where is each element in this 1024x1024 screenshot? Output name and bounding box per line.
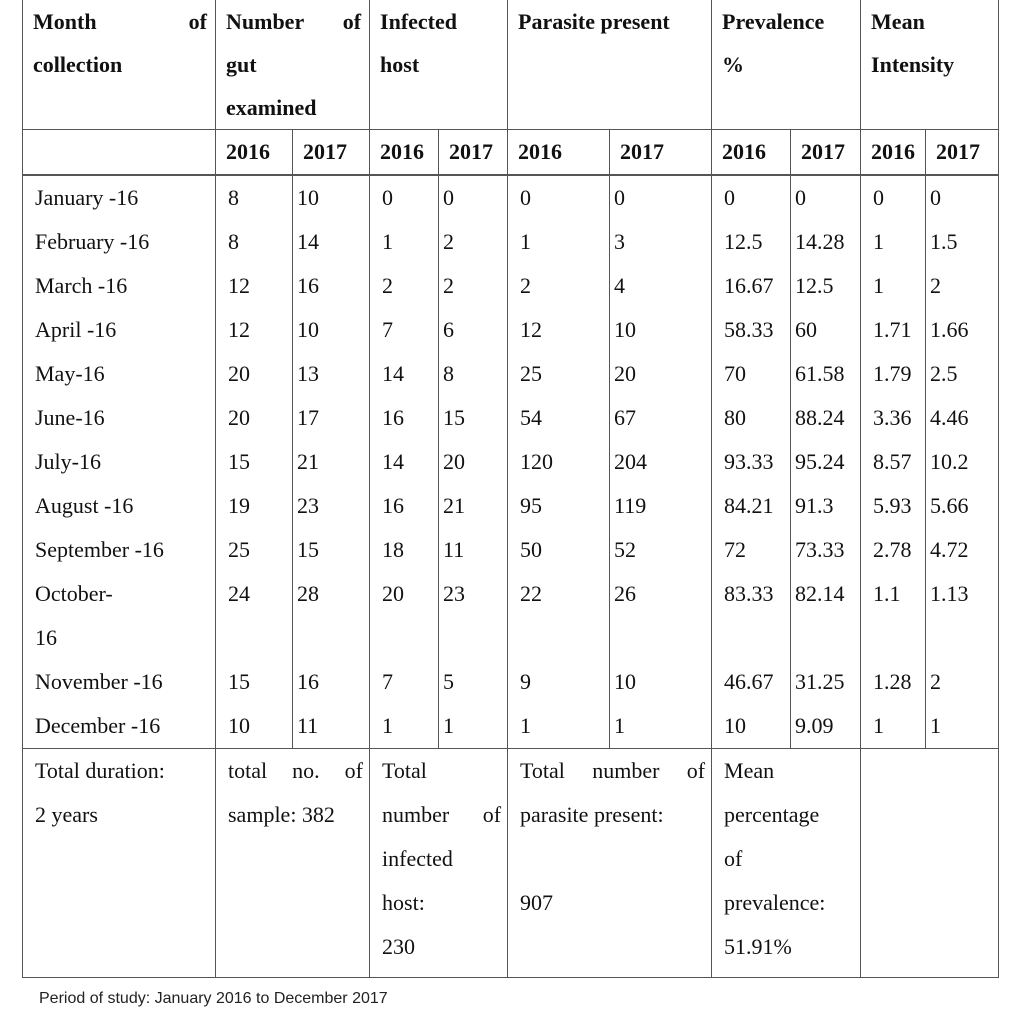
total-infected-label-4: host: [382,890,425,915]
value-cell: 1 [370,220,439,264]
table-row [23,528,999,572]
value-cell: 17 [293,396,370,440]
value-cell: 1.28 [861,660,926,704]
value-cell: 0 [926,175,999,220]
value-cell: 60 [791,308,861,352]
header-intensity-word: Intensity [871,52,955,77]
table-row [23,440,999,484]
value-cell: 7 [370,660,439,704]
value-cell: 10 [610,308,712,352]
value-cell: 12 [508,308,610,352]
value-cell: 20 [216,396,293,440]
value-cell: 10 [216,704,293,749]
value-cell: 95 [508,484,610,528]
value-cell: 15 [216,440,293,484]
value-cell: 5.66 [926,484,999,528]
month-cell: December -16 [23,704,216,749]
value-cell: 1 [926,704,999,749]
value-cell: 0 [712,175,791,220]
value-cell: 2 [370,264,439,308]
header-gut-examined [216,0,370,130]
header-host-word: host [380,52,420,77]
value-cell: 11 [439,528,508,572]
header-month-word: Month [33,9,97,34]
month-cell: September -16 [23,528,216,572]
value-cell: 1 [439,704,508,749]
value-cell: 82.14 [791,572,861,660]
value-cell: 0 [508,175,610,220]
month-cell: March -16 [23,264,216,308]
year-header-cell: 2017 [293,130,370,176]
value-cell: 204 [610,440,712,484]
total-samples-cell [216,749,370,978]
value-cell: 2 [926,660,999,704]
value-cell: 20 [216,352,293,396]
value-cell: 8 [216,175,293,220]
header-gut-word: gut [226,52,257,77]
total-parasite-spacer [520,837,705,881]
value-cell: 20 [439,440,508,484]
header-parasite-present [508,0,712,130]
header-month [23,0,216,130]
monthly-data-body [23,175,999,749]
value-cell: 22 [508,572,610,660]
value-cell: 0 [439,175,508,220]
total-infected-label-2: number of [382,802,502,827]
value-cell: 46.67 [712,660,791,704]
value-cell: 88.24 [791,396,861,440]
value-cell: 73.33 [791,528,861,572]
value-cell: 0 [791,175,861,220]
value-cell: 4.72 [926,528,999,572]
table-row [23,220,999,264]
month-cell: April -16 [23,308,216,352]
value-cell: 1 [508,704,610,749]
value-cell: 120 [508,440,610,484]
table-row [23,484,999,528]
value-cell: 0 [370,175,439,220]
total-infected-value: 230 [382,934,416,959]
value-cell: 5.93 [861,484,926,528]
table-row [23,352,999,396]
value-cell: 12 [216,264,293,308]
value-cell: 93.33 [712,440,791,484]
year-header-cell: 2016 [370,130,439,176]
value-cell: 8.57 [861,440,926,484]
year-header-cell: 2017 [926,130,999,176]
total-parasite-value: 907 [520,890,554,915]
data-table-container [22,0,998,978]
value-cell: 1.13 [926,572,999,660]
value-cell: 2 [439,264,508,308]
value-cell: 83.33 [712,572,791,660]
header-row [23,0,999,130]
header-month-collection: collection [33,52,123,77]
value-cell: 23 [439,572,508,660]
value-cell: 54 [508,396,610,440]
value-cell: 21 [439,484,508,528]
value-cell: 8 [216,220,293,264]
value-cell: 14.28 [791,220,861,264]
value-cell: 7 [370,308,439,352]
header-prevalence [712,0,861,130]
value-cell: 20 [610,352,712,396]
value-cell: 21 [293,440,370,484]
value-cell: 23 [293,484,370,528]
total-duration-label: Total duration: [35,758,165,783]
value-cell: 14 [370,440,439,484]
header-mean-word: Mean [871,9,925,34]
value-cell: 28 [293,572,370,660]
value-cell: 16 [370,396,439,440]
value-cell: 2 [439,220,508,264]
value-cell: 14 [293,220,370,264]
value-cell: 80 [712,396,791,440]
value-cell: 31.25 [791,660,861,704]
value-cell: 9 [508,660,610,704]
value-cell: 1 [508,220,610,264]
value-cell: 10 [610,660,712,704]
value-cell: 61.58 [791,352,861,396]
total-parasite-label-1: Total number of [520,758,706,783]
total-samples-label: total no. of [228,758,364,783]
table-row [23,308,999,352]
header-month-of: of [188,9,207,34]
total-duration-value: 2 years [35,802,98,827]
year-header-cell: 2017 [610,130,712,176]
mean-prevalence-label-3: of [724,846,743,871]
value-cell: 10 [712,704,791,749]
value-cell: 1.79 [861,352,926,396]
total-infected-label-3: infected [382,846,453,871]
value-cell: 1 [861,220,926,264]
header-gut-number: Number [226,9,305,34]
year-header-cell: 2016 [508,130,610,176]
value-cell: 19 [216,484,293,528]
mean-prevalence-label-2: percentage [724,802,820,827]
value-cell: 15 [293,528,370,572]
value-cell: 15 [439,396,508,440]
value-cell: 91.3 [791,484,861,528]
mean-prevalence-label-4: prevalence: [724,890,826,915]
value-cell: 1 [861,704,926,749]
value-cell: 12.5 [791,264,861,308]
value-cell: 12.5 [712,220,791,264]
value-cell: 2.5 [926,352,999,396]
value-cell: 0 [861,175,926,220]
value-cell: 3 [610,220,712,264]
value-cell: 58.33 [712,308,791,352]
study-period-note: Period of study: January 2016 to December 2017 [39,990,388,1007]
total-infected-label-1: Total [382,758,427,783]
month-cell: October- 16 [23,572,216,660]
header-parasite-label: Parasite present [518,9,670,34]
total-parasite-cell [508,749,712,978]
value-cell: 14 [370,352,439,396]
month-cell: February -16 [23,220,216,264]
value-cell: 2.78 [861,528,926,572]
parasite-data-table [22,0,999,978]
value-cell: 70 [712,352,791,396]
value-cell: 11 [293,704,370,749]
value-cell: 52 [610,528,712,572]
table-row [23,264,999,308]
table-row [23,396,999,440]
value-cell: 1.66 [926,308,999,352]
month-cell: July-16 [23,440,216,484]
value-cell: 4.46 [926,396,999,440]
month-cell: June-16 [23,396,216,440]
value-cell: 1.71 [861,308,926,352]
table-row [23,660,999,704]
value-cell: 16.67 [712,264,791,308]
total-infected-cell [370,749,508,978]
mean-prevalence-value: 51.91% [724,934,792,959]
empty-intensity-cell [861,749,999,978]
totals-body [23,749,999,978]
value-cell: 25 [508,352,610,396]
mean-prevalence-label-1: Mean [724,758,775,783]
value-cell: 4 [610,264,712,308]
value-cell: 20 [370,572,439,660]
value-cell: 1.5 [926,220,999,264]
table-row [23,704,999,749]
value-cell: 6 [439,308,508,352]
value-cell: 10 [293,175,370,220]
value-cell: 2 [508,264,610,308]
value-cell: 2 [926,264,999,308]
year-header-cell: 2016 [216,130,293,176]
year-header-row [23,130,999,176]
value-cell: 67 [610,396,712,440]
value-cell: 1 [861,264,926,308]
table-row [23,572,999,660]
value-cell: 72 [712,528,791,572]
month-cell: January -16 [23,175,216,220]
value-cell: 9.09 [791,704,861,749]
header-prevalence-word: Prevalence [722,9,825,34]
value-cell: 119 [610,484,712,528]
year-header-blank [23,130,216,176]
year-header-cell: 2016 [712,130,791,176]
year-header-cell: 2017 [791,130,861,176]
header-infected-host [370,0,508,130]
value-cell: 3.36 [861,396,926,440]
value-cell: 84.21 [712,484,791,528]
value-cell: 15 [216,660,293,704]
header-infected-word: Infected [380,9,457,34]
total-samples-value: sample: 382 [228,802,335,827]
header-gut-of: of [342,9,362,34]
table-row [23,175,999,220]
value-cell: 1 [610,704,712,749]
month-cell: August -16 [23,484,216,528]
year-header-cell: 2016 [861,130,926,176]
total-parasite-label-2: parasite present: [520,802,664,827]
value-cell: 16 [293,660,370,704]
value-cell: 26 [610,572,712,660]
header-mean-intensity [861,0,999,130]
totals-row [23,749,999,978]
header-gut-examined-word: examined [226,95,317,120]
value-cell: 25 [216,528,293,572]
value-cell: 16 [370,484,439,528]
value-cell: 5 [439,660,508,704]
month-cell: May-16 [23,352,216,396]
value-cell: 1.1 [861,572,926,660]
value-cell: 8 [439,352,508,396]
value-cell: 16 [293,264,370,308]
value-cell: 1 [370,704,439,749]
value-cell: 24 [216,572,293,660]
header-prevalence-percent: % [722,52,745,77]
value-cell: 10.2 [926,440,999,484]
value-cell: 18 [370,528,439,572]
value-cell: 50 [508,528,610,572]
value-cell: 0 [610,175,712,220]
value-cell: 10 [293,308,370,352]
value-cell: 13 [293,352,370,396]
mean-prevalence-cell [712,749,861,978]
value-cell: 95.24 [791,440,861,484]
month-cell: November -16 [23,660,216,704]
total-duration-cell [23,749,216,978]
value-cell: 12 [216,308,293,352]
year-header-cell: 2017 [439,130,508,176]
